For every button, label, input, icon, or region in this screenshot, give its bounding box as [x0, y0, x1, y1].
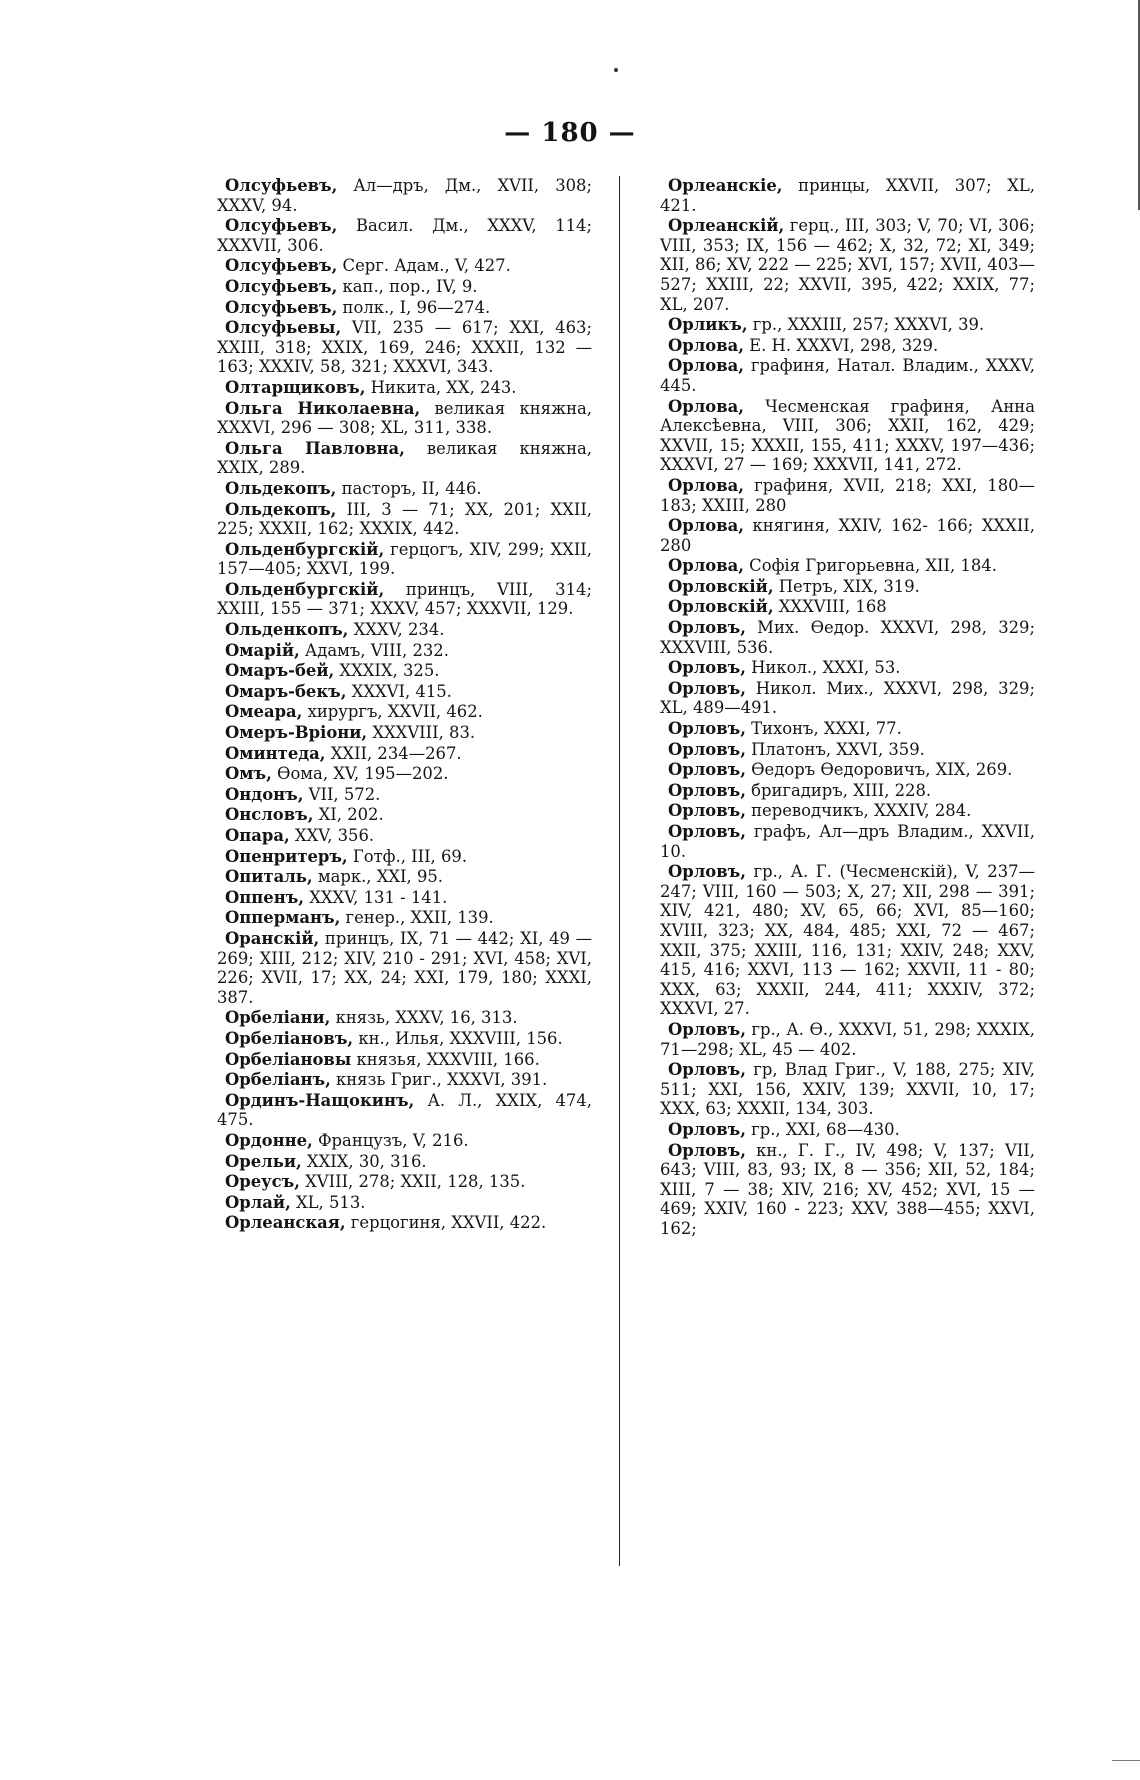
- entry-headword: Орловскій,: [668, 597, 774, 617]
- entry-references: марк., XXI, 95.: [312, 867, 444, 887]
- index-entry: [217, 540, 592, 579]
- entry-references: Готф., III, 69.: [347, 846, 468, 866]
- index-entry: [217, 176, 592, 215]
- index-entry: [660, 597, 1035, 617]
- index-entry: [217, 216, 592, 255]
- index-entry: [660, 397, 1035, 475]
- index-entry: [217, 378, 592, 398]
- entry-references: XXII, 234—267.: [325, 743, 462, 763]
- entry-references: гр., А. Г. (Чесменскій), V, 237—247; VIII, 160 — 503; X, 27; XII, 298 — 391; XIV, 421, 480; XV, 65, 66; XVI, 85—160; XVIII, 323; XX, 484, 485; XXI, 72 — 467; XXII, 375; XXIII, 116, 131; XXIV, 248; XXV, 415, 416; XXVI, 113 — 162; XXVII, 11 - 80; XXX, 63; XXXII, 244, 411; XXXIV, 372; XXXVI, 27.: [660, 862, 1035, 1019]
- entry-references: переводчикъ, XXXIV, 284.: [745, 801, 972, 821]
- index-entry: [217, 298, 592, 318]
- entry-references: Е. Н. XXXVI, 298, 329.: [743, 335, 939, 355]
- entry-references: Ѳедоръ Ѳедоровичъ, XIX, 269.: [745, 760, 1013, 780]
- entry-headword: Орбеліановъ,: [225, 1028, 354, 1048]
- index-entry: [217, 399, 592, 438]
- entry-headword: Ординъ-Нащокинъ,: [225, 1090, 415, 1110]
- entry-references: Петръ, XIX, 319.: [773, 576, 920, 596]
- index-entry: [217, 1213, 592, 1233]
- entry-headword: Ольдекопъ,: [225, 499, 337, 519]
- entry-references: князь Григ., XXXVI, 391.: [330, 1070, 548, 1090]
- entry-references: Мих. Ѳедор. XXXVI, 298, 329; XXXVIII, 536.: [660, 618, 1035, 657]
- index-entry: [217, 908, 592, 928]
- entry-references: гр., XXXIII, 257; XXXVI, 39.: [747, 315, 985, 335]
- index-entry: [217, 1193, 592, 1213]
- index-entry: [660, 1120, 1035, 1140]
- entry-headword: Опенритеръ,: [225, 846, 348, 866]
- entry-references: принцъ, IX, 71 — 442; XI, 49 — 269; XIII, 212; XIV, 210 - 291; XVI, 458; XVI, 226; XVII, 17; XX, 24; XXI, 179, 180; XXXI, 387.: [217, 928, 592, 1007]
- entry-references: XVIII, 278; XXII, 128, 135.: [299, 1172, 526, 1192]
- index-entry: [660, 216, 1035, 314]
- entry-headword: Орлова,: [668, 335, 744, 355]
- entry-references: А. Л., XXIX, 474, 475.: [217, 1090, 592, 1130]
- entry-headword: Ольденкопъ,: [225, 620, 349, 640]
- entry-references: Никита, XX, 243.: [365, 377, 517, 397]
- index-entry: [660, 1060, 1035, 1119]
- entry-references: Французъ, V, 216.: [312, 1130, 469, 1150]
- column-divider: [619, 176, 620, 1566]
- entry-headword: Орлеанскій,: [668, 216, 785, 236]
- index-entry: [217, 500, 592, 539]
- entry-references: герцогъ, XIV, 299; XXII, 157—405; XXVI, 199.: [217, 539, 592, 579]
- entry-references: принцъ, VIII, 314; XXIII, 155 — 371; XXXV, 457; XXXVII, 129.: [217, 579, 592, 619]
- index-entry: [217, 723, 592, 743]
- entry-headword: Ольдекопъ,: [225, 478, 337, 498]
- index-entry: [217, 1091, 592, 1130]
- index-entry: [660, 336, 1035, 356]
- entry-references: кн., Илья, XXXVIII, 156.: [353, 1028, 563, 1048]
- entry-references: кап., пор., IV, 9.: [337, 276, 478, 296]
- index-entry: [217, 580, 592, 619]
- index-entry: [660, 556, 1035, 576]
- index-entry: [660, 1020, 1035, 1059]
- entry-references: великая княжна, XXIX, 289.: [217, 438, 592, 478]
- entry-headword: Орловъ,: [668, 780, 746, 800]
- entry-headword: Орловъ,: [668, 760, 746, 780]
- right-column: [660, 176, 1035, 1239]
- entry-headword: Опара,: [225, 826, 290, 845]
- entry-references: Ѳома, XV, 195—202.: [271, 764, 449, 784]
- entry-headword: Орловъ,: [668, 678, 746, 698]
- entry-headword: Орловъ,: [668, 719, 746, 739]
- entry-references: генер., XXII, 139.: [340, 908, 494, 928]
- entry-headword: Ордонне,: [225, 1130, 313, 1150]
- index-entry: [217, 826, 592, 846]
- entry-headword: Орлова,: [668, 556, 744, 576]
- entry-references: герц., III, 303; V, 70; VI, 306; VIII, 353; IX, 156 — 462; X, 32, 72; XI, 349; XII, 86; XV, 222 — 225; XVI, 157; XVII, 403—527; XXIII, 22; XXVII, 395, 422; XXIX, 77; XL, 207.: [660, 216, 1035, 314]
- entry-headword: Омеара,: [225, 702, 303, 722]
- entry-references: XXXIX, 325.: [334, 661, 440, 681]
- entry-headword: Олсуфьевъ,: [225, 297, 338, 317]
- entry-headword: Орловъ,: [668, 1119, 746, 1139]
- entry-references: III, 3 — 71; XX, 201; XXII, 225; XXXII, 162; XXXIX, 442.: [217, 499, 592, 539]
- entry-headword: Омаръ-бей,: [225, 661, 335, 681]
- index-entry: [660, 801, 1035, 821]
- index-entry: [217, 805, 592, 825]
- index-entry: [660, 618, 1035, 657]
- index-entry: [660, 356, 1035, 395]
- entry-headword: Омъ,: [225, 764, 272, 784]
- entry-references: XXXVIII, 168: [773, 597, 887, 617]
- index-entry: [217, 1029, 592, 1049]
- entry-references: XL, 513.: [290, 1192, 366, 1212]
- index-entry: [217, 318, 592, 377]
- index-entry: [660, 822, 1035, 861]
- entry-headword: Орбеліанъ,: [225, 1070, 331, 1090]
- entry-headword: Олсуфьевы,: [225, 318, 342, 338]
- index-entry: [660, 740, 1035, 760]
- entry-headword: Оминтеда,: [225, 743, 326, 763]
- entry-references: Адамъ, VIII, 232.: [299, 640, 449, 660]
- entry-headword: Опиталь,: [225, 867, 313, 887]
- index-entry: [217, 702, 592, 722]
- index-entry: [217, 1070, 592, 1090]
- entry-references: XI, 202.: [313, 805, 384, 825]
- entry-headword: Орлова,: [668, 356, 744, 376]
- entry-references: княгиня, XXIV, 162- 166; XXXII, 280: [660, 516, 1035, 555]
- index-entry: [217, 1152, 592, 1172]
- entry-headword: Ольга Павловна,: [225, 438, 405, 458]
- index-entry: [217, 785, 592, 805]
- index-entry: [660, 315, 1035, 335]
- page-edge-line: [1112, 1760, 1140, 1761]
- entry-headword: Опперманъ,: [225, 908, 341, 928]
- entry-references: VII, 235 — 617; XXI, 463; XXIII, 318; XXIX, 169, 246; XXXII, 132 — 163; XXXIV, 58, 321; XXXVI, 343.: [217, 318, 592, 377]
- entry-headword: Орловъ,: [668, 822, 746, 841]
- index-entry: [217, 929, 592, 1007]
- index-entry: [660, 1141, 1035, 1239]
- index-entry: [217, 764, 592, 784]
- entry-references: кн., Г. Г., IV, 498; V, 137; VII, 643; VIII, 83, 93; IX, 8 — 356; XII, 52, 184; XIII, 7 — 38; XIV, 216; XV, 452; XVI, 15 — 469; XXIV, 160 - 223; XXV, 388—455; XXVI, 162;: [660, 1140, 1035, 1238]
- left-column: [217, 176, 592, 1234]
- entry-headword: Орловъ,: [668, 658, 746, 678]
- entry-headword: Орловъ,: [668, 862, 746, 882]
- entry-references: хирургъ, XXVII, 462.: [302, 702, 483, 722]
- entry-headword: Орлова,: [668, 475, 744, 495]
- index-entry: [660, 476, 1035, 515]
- index-entry: [660, 862, 1035, 1019]
- entry-headword: Омеръ-Вріони,: [225, 723, 368, 743]
- entry-headword: Ольденбургскій,: [225, 579, 385, 599]
- index-entry: [217, 888, 592, 908]
- entry-headword: Орельи,: [225, 1151, 302, 1171]
- entry-references: графиня, Натал. Владим., XXXV, 445.: [660, 356, 1035, 395]
- index-entry: [660, 679, 1035, 718]
- index-entry: [217, 847, 592, 867]
- entry-references: Ал—дръ, Дм., XVII, 308; XXXV, 94.: [217, 176, 592, 215]
- entry-headword: Онсловъ,: [225, 805, 314, 825]
- index-entry: [217, 1172, 592, 1192]
- entry-references: XXXV, 131 - 141.: [303, 887, 448, 907]
- entry-references: полк., I, 96—274.: [337, 297, 491, 317]
- entry-headword: Олсуфьевъ,: [225, 216, 338, 236]
- index-entry: [217, 1050, 592, 1070]
- entry-references: великая княжна, XXXVI, 296 — 308; XL, 311, 338.: [217, 398, 592, 438]
- entry-headword: Орловъ,: [668, 618, 746, 638]
- entry-references: XXXVIII, 83.: [367, 723, 476, 743]
- entry-references: Тихонъ, XXXI, 77.: [745, 719, 902, 739]
- index-entry: [660, 516, 1035, 555]
- entry-headword: Оранскій,: [225, 928, 320, 948]
- page-number: — 180 —: [504, 118, 636, 148]
- entry-headword: Омарій,: [225, 640, 300, 660]
- index-entry: [217, 661, 592, 681]
- entry-headword: Ондонъ,: [225, 784, 304, 804]
- index-entry: [660, 176, 1035, 215]
- index-entry: [217, 682, 592, 702]
- entry-references: Чесменская графиня, Анна Алексѣевна, VIII, 306; XXII, 162, 429; XXVII, 15; XXXII, 155, 411; XXXV, 197—436; XXXVI, 27 — 169; XXXVII, 141, 272.: [660, 396, 1035, 475]
- entry-references: VII, 572.: [303, 784, 381, 804]
- index-entry: [660, 577, 1035, 597]
- page-dot: [614, 68, 618, 72]
- entry-references: князь, XXXV, 16, 313.: [330, 1008, 518, 1028]
- entry-references: Никол. Мих., XXXVI, 298, 329; XL, 489—491.: [660, 678, 1035, 718]
- entry-references: князья, XXXVIII, 166.: [351, 1049, 540, 1069]
- index-entry: [217, 641, 592, 661]
- index-entry: [660, 719, 1035, 739]
- entry-references: герцогиня, XXVII, 422.: [345, 1213, 547, 1233]
- index-entry: [660, 658, 1035, 678]
- entry-headword: Ольга Николаевна,: [225, 398, 421, 418]
- entry-headword: Орликъ,: [668, 315, 748, 335]
- entry-references: гр, Влад Григ., V, 188, 275; XIV, 511; XXI, 156, XXIV, 139; XXVII, 10, 17; XXX, 63; XXXII, 134, 303.: [660, 1060, 1035, 1119]
- entry-references: Никол., XXXI, 53.: [745, 658, 901, 678]
- index-entry: [217, 439, 592, 478]
- entry-headword: Орлай,: [225, 1192, 291, 1212]
- index-entry: [217, 277, 592, 297]
- entry-headword: Орловъ,: [668, 1060, 746, 1080]
- entry-headword: Олтарщиковъ,: [225, 377, 366, 397]
- entry-references: XXV, 356.: [289, 826, 375, 845]
- entry-headword: Олсуфьевъ,: [225, 176, 338, 195]
- entry-headword: Орловъ,: [668, 1140, 746, 1160]
- entry-headword: Орлова,: [668, 516, 744, 536]
- entry-references: Серг. Адам., V, 427.: [337, 256, 511, 276]
- entry-headword: Омаръ-бекъ,: [225, 681, 347, 701]
- entry-headword: Ольденбургскій,: [225, 539, 385, 559]
- entry-headword: Олсуфьевъ,: [225, 256, 338, 276]
- index-entry: [217, 744, 592, 764]
- entry-references: пасторъ, II, 446.: [336, 478, 482, 498]
- index-entry: [217, 256, 592, 276]
- entry-references: XXIX, 30, 316.: [301, 1151, 427, 1171]
- entry-references: гр., А. Ѳ., XXXVI, 51, 298; XXXIX, 71—298; XL, 45 — 402.: [660, 1019, 1035, 1059]
- entry-references: XXXV, 234.: [348, 620, 445, 640]
- entry-headword: Орловскій,: [668, 576, 774, 596]
- index-entry: [217, 479, 592, 499]
- entry-headword: Орбеліановы: [225, 1049, 352, 1069]
- entry-headword: Олсуфьевъ,: [225, 276, 338, 296]
- entry-references: принцы, XXVII, 307; XL, 421.: [660, 176, 1035, 215]
- index-entry: [217, 1131, 592, 1151]
- entry-headword: Орлеанскіе,: [668, 176, 783, 195]
- entry-references: Софія Григорьевна, XII, 184.: [743, 556, 997, 576]
- entry-headword: Орбеліани,: [225, 1008, 331, 1028]
- entry-references: гр., XXI, 68—430.: [745, 1119, 900, 1139]
- entry-headword: Орловъ,: [668, 801, 746, 821]
- entry-headword: Орловъ,: [668, 739, 746, 759]
- entry-headword: Орлова,: [668, 396, 744, 416]
- entry-headword: Орлеанская,: [225, 1213, 346, 1233]
- index-entry: [217, 620, 592, 640]
- index-entry: [217, 1008, 592, 1028]
- entry-references: XXXVI, 415.: [346, 681, 452, 701]
- entry-references: бригадиръ, XIII, 228.: [745, 780, 932, 800]
- entry-headword: Орловъ,: [668, 1019, 746, 1039]
- entry-references: Платонъ, XXVI, 359.: [745, 739, 925, 759]
- entry-references: Васил. Дм., XXXV, 114; XXXVII, 306.: [217, 216, 592, 255]
- entry-headword: Оппенъ,: [225, 887, 304, 907]
- index-entry: [660, 760, 1035, 780]
- index-entry: [217, 867, 592, 887]
- entry-headword: Ореусъ,: [225, 1172, 300, 1192]
- entry-references: графъ, Ал—дръ Владим., XXVII, 10.: [660, 822, 1035, 861]
- entry-references: графиня, XVII, 218; XXI, 180—183; XXIII, 280: [660, 475, 1035, 515]
- index-entry: [660, 781, 1035, 801]
